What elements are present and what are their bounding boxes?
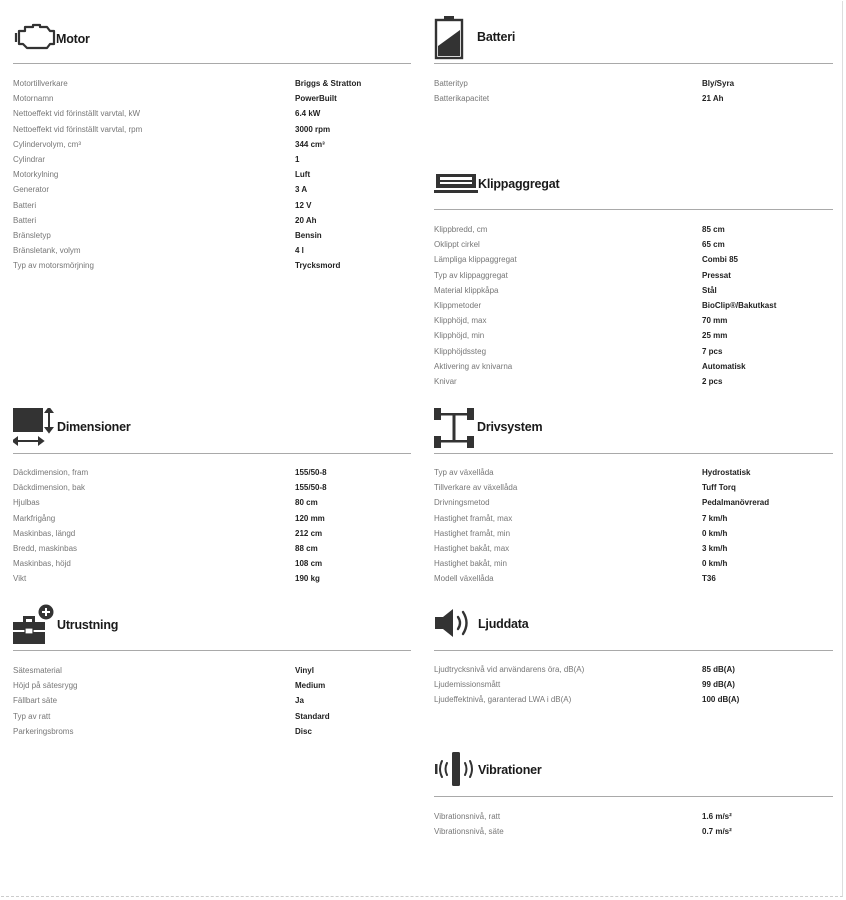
battery-icon <box>434 16 464 60</box>
spec-label: Batteri <box>13 200 37 210</box>
batteri-divider <box>434 63 833 64</box>
spec-value: 21 Ah <box>702 94 724 104</box>
batteri-header <box>434 16 833 56</box>
spec-row <box>434 93 833 108</box>
spec-label: Cylindrar <box>13 154 46 164</box>
spec-label: Vibrationsnivå, ratt <box>434 812 501 821</box>
dim-header <box>13 408 411 448</box>
spec-row <box>13 124 411 139</box>
spec-row <box>434 346 833 361</box>
spec-label: Klippmetoder <box>434 300 482 310</box>
spec-value: Vinyl <box>295 666 314 675</box>
vib-title: Vibrationer <box>478 763 542 777</box>
spec-label: Bränsletyp <box>13 230 51 240</box>
spec-value: 99 dB(A) <box>702 680 735 690</box>
spec-row <box>13 558 411 573</box>
spec-label: Hastighet bakåt, max <box>434 543 510 553</box>
spec-value: T36 <box>702 574 716 584</box>
spec-value: 65 cm <box>702 240 725 250</box>
spec-value: 1 <box>295 154 300 164</box>
spec-row <box>434 694 833 709</box>
spec-label: Typ av klippaggregat <box>434 270 508 280</box>
spec-value: Bly/Syra <box>702 79 735 88</box>
spec-label: Hjulbas <box>13 498 40 508</box>
motor-title: Motor <box>56 32 90 46</box>
spec-row <box>13 695 411 710</box>
spec-row <box>434 558 833 573</box>
spec-value: 155/50-8 <box>295 468 327 477</box>
spec-row <box>13 245 411 260</box>
spec-row <box>13 528 411 543</box>
spec-value: 85 dB(A) <box>702 665 735 674</box>
driv-rows <box>434 467 833 589</box>
spec-label: Klipphöjd, max <box>434 316 487 326</box>
driv-section <box>434 408 833 584</box>
spec-row <box>13 680 411 695</box>
spec-label: Drivningsmetod <box>434 498 490 508</box>
spec-row <box>13 108 411 123</box>
spec-label: Typ av motorsmörjning <box>13 261 94 271</box>
spec-label: Vikt <box>13 574 27 584</box>
spec-value: Luft <box>295 170 311 180</box>
spec-row <box>13 154 411 169</box>
spec-value: 25 mm <box>702 331 728 341</box>
spec-row <box>434 254 833 269</box>
spec-label: Maskinbas, längd <box>13 528 76 538</box>
spec-row <box>13 711 411 726</box>
utr-rows <box>13 665 411 741</box>
toolbox-add-icon <box>13 604 55 646</box>
utr-header <box>13 604 411 644</box>
motor-rows <box>13 78 411 275</box>
spec-label: Ljudemissionsmått <box>434 680 501 690</box>
spec-row <box>434 543 833 558</box>
dimensions-icon <box>13 408 57 446</box>
spec-row <box>434 78 833 93</box>
spec-value: Stål <box>702 285 717 295</box>
spec-label: Batterityp <box>434 79 468 88</box>
spec-value: Automatisk <box>702 361 746 371</box>
spec-row <box>13 260 411 275</box>
spec-row <box>434 811 833 826</box>
vib-header <box>434 752 833 792</box>
klipp-divider <box>434 209 833 210</box>
vib-section <box>434 752 833 837</box>
spec-row <box>434 467 833 482</box>
vibration-icon <box>434 752 478 786</box>
spec-label: Batteri <box>13 215 37 225</box>
spec-label: Bredd, maskinbas <box>13 543 78 553</box>
spec-row <box>13 184 411 199</box>
spec-label: Hastighet framåt, max <box>434 513 513 523</box>
spec-row <box>434 497 833 512</box>
spec-row <box>13 200 411 215</box>
spec-label: Typ av ratt <box>13 711 51 721</box>
spec-value: 120 mm <box>295 513 325 523</box>
batteri-section <box>434 16 833 104</box>
spec-value: Combi 85 <box>702 255 739 265</box>
spec-label: Klipphöjd, min <box>434 331 485 341</box>
utr-title: Utrustning <box>57 618 119 632</box>
spec-row <box>434 664 833 679</box>
spec-value: 344 cm³ <box>295 139 325 149</box>
spec-row <box>434 239 833 254</box>
spec-row <box>434 573 833 588</box>
spec-value: 1.6 m/s² <box>702 812 732 821</box>
spec-label: Bränsletank, volym <box>13 246 81 256</box>
spec-label: Motortillverkare <box>13 79 68 88</box>
spec-value: PowerBuilt <box>295 94 337 104</box>
spec-row <box>13 215 411 230</box>
spec-value: 20 Ah <box>295 215 317 225</box>
cutting-deck-icon <box>434 170 478 196</box>
spec-value: 3 A <box>295 185 308 195</box>
spec-value: 108 cm <box>295 559 323 569</box>
spec-label: Motorkylning <box>13 170 59 180</box>
utr-divider <box>13 650 411 651</box>
spec-value: 0 km/h <box>702 559 728 569</box>
spec-label: Höjd på sätesrygg <box>13 681 78 691</box>
spec-value: Standard <box>295 711 330 721</box>
spec-label: Nettoeffekt vid förinställt varvtal, kW <box>13 109 141 119</box>
spec-value: 3000 rpm <box>295 124 331 134</box>
spec-row <box>13 497 411 512</box>
spec-label: Parkeringsbroms <box>13 726 74 736</box>
ljud-title: Ljuddata <box>478 617 529 631</box>
spec-value: BioClip®/Bakutkast <box>702 300 777 310</box>
spec-row <box>434 528 833 543</box>
spec-value: Briggs & Stratton <box>295 79 362 88</box>
spec-value: Medium <box>295 681 326 691</box>
spec-label: Oklippt cirkel <box>434 240 480 250</box>
utr-section <box>13 604 411 736</box>
spec-value: 155/50-8 <box>295 483 327 493</box>
drivetrain-icon <box>434 408 474 448</box>
spec-row <box>434 679 833 694</box>
spec-label: Material klippkåpa <box>434 285 499 295</box>
spec-row <box>13 139 411 154</box>
spec-value: 12 V <box>295 200 312 210</box>
spec-label: Tillverkare av växellåda <box>434 483 518 493</box>
spec-row <box>434 376 833 391</box>
spec-row <box>434 315 833 330</box>
spec-value: 0 km/h <box>702 528 728 538</box>
driv-title: Drivsystem <box>477 420 543 434</box>
batteri-rows <box>434 78 833 108</box>
batteri-title: Batteri <box>477 30 516 44</box>
klipp-header <box>434 170 833 210</box>
spec-label: Markfrigång <box>13 513 56 523</box>
spec-row <box>13 482 411 497</box>
spec-row <box>13 726 411 741</box>
spec-label: Hastighet framåt, min <box>434 528 511 538</box>
spec-row <box>434 826 833 841</box>
spec-value: 212 cm <box>295 528 323 538</box>
spec-row <box>434 270 833 285</box>
spec-value: 7 pcs <box>702 346 723 356</box>
spec-label: Ljudeffektnivå, garanterad LWA i dB(A) <box>434 695 572 705</box>
spec-label: Vibrationsnivå, säte <box>434 827 504 837</box>
spec-label: Däckdimension, fram <box>13 468 89 477</box>
spec-value: Tuff Torq <box>702 483 736 493</box>
spec-row <box>434 513 833 528</box>
klipp-rows <box>434 224 833 391</box>
spec-value: 80 cm <box>295 498 318 508</box>
spec-row <box>13 467 411 482</box>
spec-label: Sätesmaterial <box>13 666 62 675</box>
spec-value: Trycksmord <box>295 261 341 271</box>
spec-row <box>13 543 411 558</box>
spec-row <box>434 330 833 345</box>
dim-section <box>13 408 411 584</box>
spec-label: Motornamn <box>13 94 54 104</box>
spec-label: Klipphöjdssteg <box>434 346 487 356</box>
driv-divider <box>434 453 833 454</box>
spec-value: 4 l <box>295 246 304 256</box>
klipp-section <box>434 170 833 386</box>
spec-value: Ja <box>295 696 304 706</box>
motor-header <box>13 20 411 60</box>
spec-label: Cylindervolym, cm³ <box>13 139 82 149</box>
vib-rows <box>434 811 833 841</box>
spec-row <box>13 169 411 184</box>
spec-label: Nettoeffekt vid förinställt varvtal, rpm <box>13 124 143 134</box>
spec-label: Knivar <box>434 376 457 386</box>
spec-row <box>434 300 833 315</box>
spec-label: Generator <box>13 185 50 195</box>
spec-value: 85 cm <box>702 225 725 234</box>
spec-row <box>13 573 411 588</box>
dim-divider <box>13 453 411 454</box>
spec-value: 6.4 kW <box>295 109 321 119</box>
spec-value: 2 pcs <box>702 376 723 386</box>
spec-value: 7 km/h <box>702 513 728 523</box>
spec-row <box>13 93 411 108</box>
spec-label: Modell växellåda <box>434 574 494 584</box>
spec-value: Pressat <box>702 270 731 280</box>
dim-title: Dimensioner <box>57 420 131 434</box>
vib-divider <box>434 796 833 797</box>
spec-row <box>13 513 411 528</box>
ljud-header <box>434 606 833 646</box>
spec-value: 0.7 m/s² <box>702 827 732 837</box>
spec-label: Klippbredd, cm <box>434 225 488 234</box>
spec-value: Pedalmanövrerad <box>702 498 770 508</box>
spec-row <box>13 665 411 680</box>
spec-label: Typ av växellåda <box>434 468 494 477</box>
spec-value: 88 cm <box>295 543 318 553</box>
spec-label: Lämpliga klippaggregat <box>434 255 517 265</box>
spec-value: Hydrostatisk <box>702 468 751 477</box>
spec-label: Batterikapacitet <box>434 94 490 104</box>
spec-value: Disc <box>295 726 312 736</box>
spec-value: 3 km/h <box>702 543 728 553</box>
spec-row <box>13 78 411 93</box>
spec-label: Aktivering av knivarna <box>434 361 513 371</box>
spec-value: Bensin <box>295 230 322 240</box>
dim-rows <box>13 467 411 589</box>
ljud-rows <box>434 664 833 710</box>
spec-row <box>13 230 411 245</box>
spec-row <box>434 482 833 497</box>
ljud-section <box>434 606 833 705</box>
spec-row <box>434 285 833 300</box>
spec-label: Hastighet bakåt, min <box>434 559 507 569</box>
spec-value: 100 dB(A) <box>702 695 740 705</box>
ljud-divider <box>434 650 833 651</box>
spec-label: Maskinbas, höjd <box>13 559 71 569</box>
motor-divider <box>13 63 411 64</box>
driv-header <box>434 408 833 448</box>
spec-value: 190 kg <box>295 574 320 584</box>
spec-value: 70 mm <box>702 316 728 326</box>
speaker-icon <box>434 606 474 640</box>
spec-row <box>434 361 833 376</box>
spec-label: Däckdimension, bak <box>13 483 86 493</box>
spec-label: Ljudtrycksnivå vid användarens öra, dB(A) <box>434 665 585 674</box>
engine-icon <box>13 20 57 52</box>
motor-section <box>13 20 411 271</box>
spec-label: Fällbart säte <box>13 696 58 706</box>
spec-row <box>434 224 833 239</box>
klipp-title: Klippaggregat <box>478 177 560 191</box>
